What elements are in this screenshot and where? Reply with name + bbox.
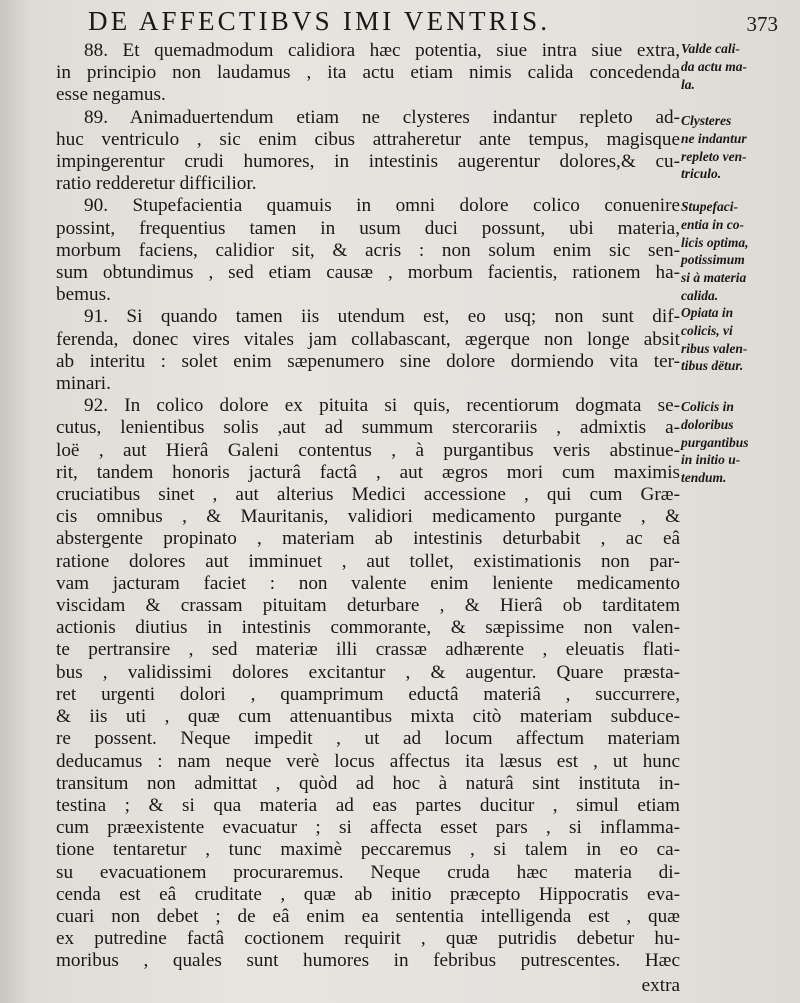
text-line: & iis uti , quæ cum attenuantibus mixta citò materiam subduce- [56, 706, 680, 728]
margin-note-line: si à materia [681, 270, 747, 286]
text-line: possint, frequentius tamen in usum duci possunt, ubi materia, [56, 217, 680, 239]
text-line: abstergente propinato , materiam ab intestinis deturbabit , ac eâ [56, 528, 680, 550]
text-line: cuari non debet ; de eâ enim ea sententia intelligenda est , quæ [56, 905, 680, 927]
text-line: ab interitu : solet enim sæpenumero sine dolore dormiendo vita ter- [56, 350, 680, 372]
text-line: su evacuationem procuraremus. Neque cruda hæc materia di- [56, 861, 680, 883]
text-line: vam jacturam faciet : non valente enim leniente medicamento [56, 572, 680, 594]
text-line: deducamus : nam neque verè locus affectus ita læsus est , ut hunc [56, 750, 680, 772]
margin-note-line: Colicis in [681, 399, 734, 414]
margin-note-line: da actu ma- [681, 58, 747, 74]
margin-note-line: purgantibus [681, 434, 749, 450]
margin-note-line: tendum. [681, 470, 727, 486]
margin-note-line: potissimum [681, 252, 745, 268]
text-line: testina ; & si qua materia ad eas partes ducitur , simul etiam [56, 794, 680, 816]
margin-note [681, 112, 797, 183]
text-line: viscidam & crassam pituitam deturbare , & Hierâ ob tarditatem [56, 595, 680, 617]
text-line: transitum non admittat , quòd ad hoc à naturâ sint instituta in- [56, 772, 680, 794]
text-line: ratione dolores aut imminuet , aut tollet, existimationis non par- [56, 550, 680, 572]
text-line: cruciatibus sinet , aut alterius Medici accessione , qui cum Græ- [56, 484, 680, 506]
text-line: 88. Et quemadmodum calidiora hæc potentia, siue intra siue extra, [84, 40, 680, 61]
text-line: 91. Si quando tamen iis utendum est, eo usq; non sunt dif- [84, 306, 680, 328]
text-line: esse negamus. [56, 84, 166, 106]
text-line: impingerentur crudi humores, in intestinis augerentur dolores,& cu- [56, 151, 680, 173]
page-header [88, 6, 788, 40]
text-line: morbum faciens, calidior sit, & acris : non solum enim sic sen- [56, 239, 680, 261]
text-line: bus , validissimi dolores excitantur , & augentur. Quare præsta- [56, 661, 680, 683]
text-line: 92. In colico dolore ex pituita si quis, recentiorum dogmata se- [84, 395, 680, 417]
margin-note-line: ne indantur [681, 130, 747, 146]
text-line: bemus. [56, 284, 111, 306]
text-line: minari. [56, 373, 111, 395]
margin-note-line: tibus dëtur. [681, 358, 744, 374]
running-title: DE AFFECTIBVS IMI VENTRIS. [88, 6, 551, 36]
margin-note-line: doloribus [681, 416, 734, 432]
margin-note-line: in initio u- [681, 452, 741, 468]
text-line: cutus, lenientibus solis ,aut ad summum stercorariis , admixtis a- [56, 417, 680, 439]
margin-note-line: entia in co- [681, 216, 744, 232]
margin-note [681, 198, 797, 305]
text-line: cenda est eâ cruditate , quæ ab initio præcepto Hippocratis eva- [56, 883, 680, 905]
text-line: ret urgenti dolori , quamprimum eductâ materiâ , succurrere, [56, 683, 680, 705]
text-line: loë , aut Hierâ Galeni contentus , à purgantibus veris abstinue- [56, 439, 680, 461]
margin-note-line: triculo. [681, 166, 722, 182]
margin-note-line: ribus valen- [681, 340, 748, 356]
text-line: ex putredine factâ coctionem requirit , quæ putridis debetur hu- [56, 928, 680, 950]
margin-note-line: la. [681, 76, 695, 92]
text-line: ferenda, donec vires vitales jam collabascant, ægerque non longe absit [56, 328, 680, 350]
text-line: in principio non laudamus , ita actu etiam nimis calida concedenda [56, 62, 680, 84]
margin-note-line: calida. [681, 287, 719, 303]
text-line: sum obtundimus , sed etiam causæ , morbum facientis, rationem ha- [56, 262, 680, 284]
margin-note-line: repleto ven- [681, 148, 747, 164]
text-line: 90. Stupefacientia quamuis in omni dolore colico conuenire [84, 195, 680, 217]
margin-note-line: licis optima, [681, 234, 749, 250]
margin-note-line: Valde cali- [681, 41, 740, 56]
main-text-column [56, 40, 680, 997]
text-line: ratio redderetur difficilior. [56, 173, 257, 195]
margin-note [681, 40, 797, 93]
text-line: cum præexistente evacuatur ; si affecta esset pars , si inflamma- [56, 817, 680, 839]
text-line: actionis diutius in intestinis commorante, & sæpissime non valen- [56, 617, 680, 639]
margin-note-line: colicis, vi [681, 322, 733, 338]
text-line: te pertransire , sed materiæ illi crassæ adhærente , eleuatis flati- [56, 639, 680, 661]
margin-note [681, 304, 797, 375]
margin-note-line: Opiata in [681, 305, 734, 320]
text-line: huc ventriculo , sic enim cibus attraheretur ante tempus, magisque [56, 128, 680, 150]
text-line: re possent. Neque impedit , ut ad locum affectum materiam [56, 728, 680, 750]
margin-note-line: Stupefaci- [681, 199, 738, 214]
catchword: extra [641, 974, 680, 996]
text-line: cis omnibus , & Mauritanis, validiori medicamento purgante , & [56, 506, 680, 528]
page-number: 373 [746, 12, 778, 36]
text-line: 89. Animaduertendum etiam ne clysteres indantur repleto ad- [84, 106, 680, 128]
text-line: rit, tandem honoris jacturâ factâ , aut ægros mori cum maximis [56, 461, 680, 483]
margin-note-line: Clysteres [681, 113, 732, 128]
margin-note [681, 398, 797, 487]
text-line: tione tentaretur , tunc maximè peccaremus , si talem in eo ca- [56, 839, 680, 861]
text-line: moribus , quales sunt humores in febribus putrescentes. Hæc [56, 950, 680, 972]
